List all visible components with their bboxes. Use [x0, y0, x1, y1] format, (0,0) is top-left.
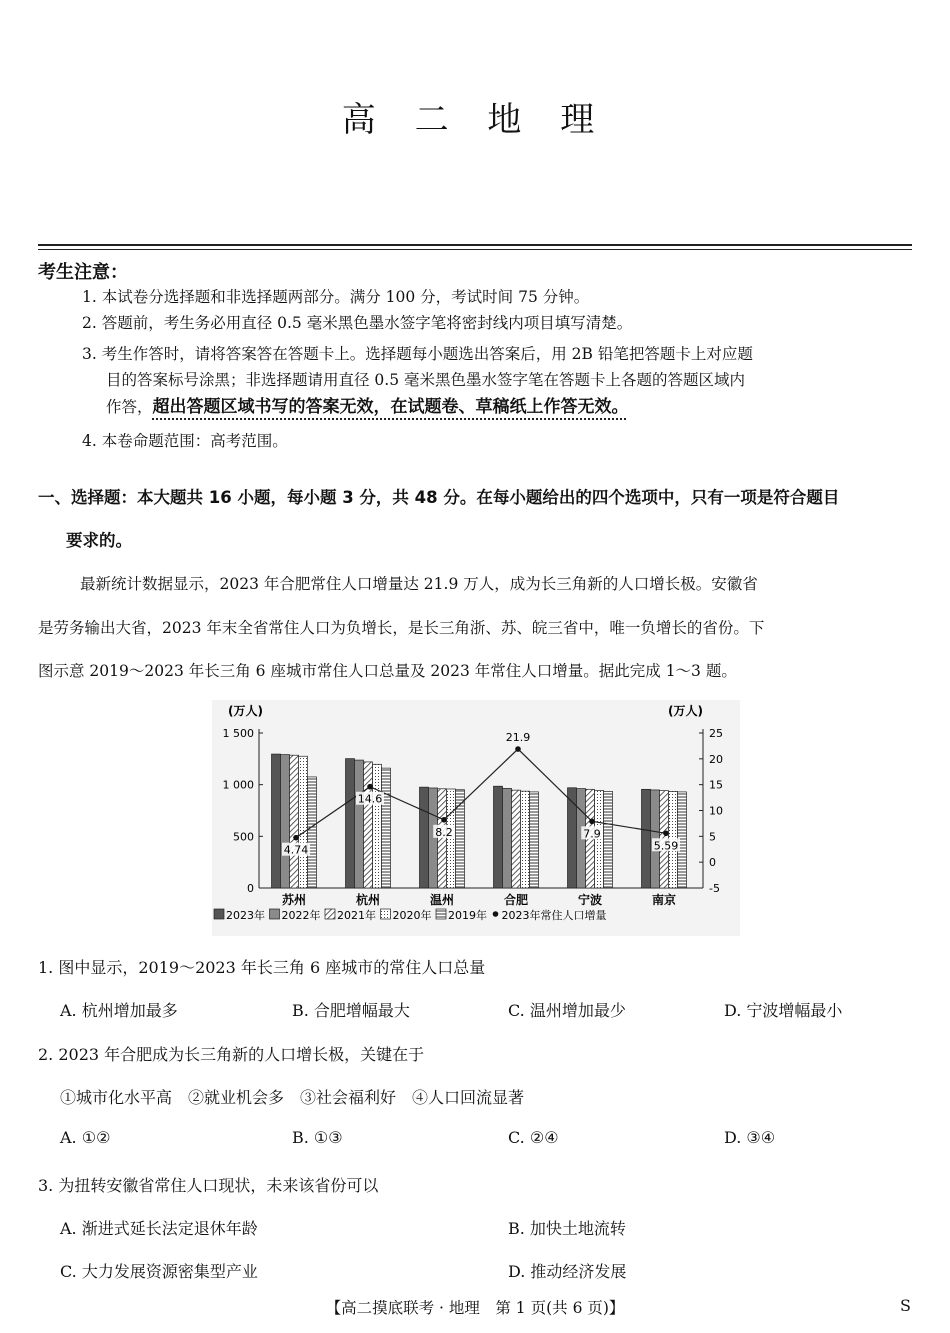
- legend-swatch: [214, 909, 224, 919]
- question-2-stem: 2. 2023 年合肥成为长三角新的人口增长极，关键在于: [38, 1045, 425, 1064]
- left-tick-label: 500: [233, 830, 254, 844]
- legend-swatch: [436, 909, 446, 919]
- increase-point: [515, 746, 521, 752]
- left-tick-label: 0: [247, 882, 254, 895]
- left-tick-label: 1 000: [222, 778, 254, 792]
- bar-2023年-南京: [642, 789, 651, 888]
- legend-label: 2021年: [337, 909, 376, 922]
- right-tick-label: 5: [709, 830, 716, 844]
- footer-mark: S: [900, 1296, 911, 1315]
- legend-label: 2019年: [448, 909, 487, 922]
- increase-label: 21.9: [505, 731, 531, 745]
- right-tick-label: -5: [709, 882, 720, 895]
- category-label: 杭州: [355, 893, 381, 907]
- bar-2019年-苏州: [308, 777, 317, 888]
- bar-2022年-苏州: [281, 755, 290, 888]
- question-1-option-c[interactable]: C. 温州增加最少: [508, 1001, 626, 1020]
- question-1-option-d[interactable]: D. 宁波增幅最小: [724, 1001, 843, 1020]
- increase-label: 8.2: [435, 825, 453, 839]
- material-line-2: 是劳务输出大省，2023 年末全省常住人口为负增长，是长三角浙、苏、皖三省中，唯一负增长的省份。下: [38, 619, 765, 637]
- increase-label: 14.6: [357, 792, 383, 806]
- increase-label: 7.9: [583, 827, 601, 841]
- header-rule: [38, 244, 912, 246]
- legend-label: 2022年: [281, 909, 321, 922]
- notice-item-1: 1. 本试卷分选择题和非选择题两部分。满分 100 分，考试时间 75 分钟。: [82, 288, 590, 306]
- question-3-option-d[interactable]: D. 推动经济发展: [508, 1262, 627, 1281]
- question-2-option-a[interactable]: A. ①②: [60, 1128, 111, 1147]
- legend-label: 2023年: [226, 909, 265, 922]
- bar-2021年-合肥: [512, 790, 521, 888]
- page-title: 高 二 地 理: [341, 100, 609, 140]
- right-tick-label: 15: [709, 778, 723, 792]
- question-1-stem: 1. 图中显示，2019～2023 年长三角 6 座城市的常住人口总量: [38, 958, 486, 977]
- bar-2023年-苏州: [272, 754, 281, 888]
- bar-2019年-宁波: [604, 791, 613, 888]
- category-label: 温州: [429, 893, 455, 907]
- increase-point: [589, 819, 595, 825]
- question-3-option-c[interactable]: C. 大力发展资源密集型产业: [60, 1262, 258, 1281]
- population-chart: [212, 700, 740, 936]
- left-tick-label: 1 500: [222, 727, 254, 740]
- question-2-option-d[interactable]: D. ③④: [724, 1128, 776, 1147]
- right-tick-label: 20: [709, 752, 723, 766]
- legend-swatch: [270, 909, 280, 919]
- bar-2021年-苏州: [290, 755, 299, 888]
- category-label: 宁波: [577, 893, 603, 907]
- question-3-option-a[interactable]: A. 渐进式延长法定退休年龄: [60, 1219, 258, 1238]
- bar-2020年-合肥: [521, 791, 530, 888]
- question-1-option-a[interactable]: A. 杭州增加最多: [60, 1001, 178, 1020]
- increase-label: 5.59: [653, 839, 679, 853]
- bar-2020年-苏州: [299, 756, 308, 888]
- notice-emphasis: 超出答题区域书写的答案无效，在试题卷、草稿纸上作答无效。: [152, 397, 629, 417]
- bar-2019年-杭州: [382, 768, 391, 888]
- bar-2020年-杭州: [373, 764, 382, 888]
- bar-2023年-温州: [420, 787, 429, 888]
- increase-point: [441, 817, 447, 823]
- question-3-option-b[interactable]: B. 加快土地流转: [508, 1219, 626, 1238]
- increase-point: [293, 835, 299, 841]
- legend-label: 2020年: [392, 909, 432, 922]
- notice-item-2: 2. 答题前，考生务必用直径 0.5 毫米黑色墨水签字笔将密封线内项目填写清楚。: [82, 314, 633, 332]
- right-axis-label: (万人): [668, 704, 703, 718]
- notice-item-3-end: [106, 394, 629, 420]
- question-3-stem: 3. 为扭转安徽省常住人口现状，未来该省份可以: [38, 1176, 379, 1195]
- notice-heading: 考生注意：: [38, 262, 128, 283]
- bar-2019年-合肥: [530, 792, 539, 888]
- material-line-3: 图示意 2019～2023 年长三角 6 座城市常住人口总量及 2023 年常住人口增量。据此完成 1～3 题。: [38, 662, 737, 680]
- question-2-option-b[interactable]: B. ①③: [292, 1128, 343, 1147]
- material-line-1: 最新统计数据显示，2023 年合肥常住人口增量达 21.9 万人，成为长三角新的人口增长极。安徽省: [80, 575, 758, 593]
- increase-point: [663, 830, 669, 836]
- bar-2023年-合肥: [494, 786, 503, 888]
- notice-item-3: 3. 考生作答时，请将答案答在答题卡上。选择题每小题选出答案后，用 2B 铅笔把答题卡上对应题: [82, 345, 753, 363]
- bar-2023年-宁波: [568, 788, 577, 888]
- bar-2022年-杭州: [355, 760, 364, 888]
- category-label: 合肥: [503, 893, 529, 907]
- page-footer: 【高二摸底联考 · 地理 第 1 页(共 6 页)】: [325, 1299, 625, 1317]
- bar-2021年-杭州: [364, 762, 373, 888]
- section-heading: 一、选择题：本大题共 16 小题，每小题 3 分，共 48 分。在每小题给出的四个选项中，只有一项是符合题目: [38, 488, 840, 507]
- notice-item-3-prefix: 作答，: [106, 398, 153, 416]
- right-tick-label: 0: [709, 856, 716, 870]
- notice-item-3-cont: 目的答案标号涂黑；非选择题请用直径 0.5 毫米黑色墨水签字笔在答题卡上各题的答题区域内: [106, 371, 746, 389]
- section-heading-cont: 要求的。: [66, 531, 132, 550]
- legend-swatch: [381, 909, 391, 919]
- notice-item-4: 4. 本卷命题范围：高考范围。: [82, 432, 288, 450]
- header-rule-thin: [38, 249, 912, 250]
- bar-2022年-合肥: [503, 788, 512, 888]
- legend-label: 2023年常住人口增量: [501, 909, 607, 922]
- bar-2023年-杭州: [346, 759, 355, 888]
- legend-dot: [493, 911, 499, 917]
- increase-label: 4.74: [283, 843, 309, 857]
- left-axis-label: (万人): [228, 704, 263, 718]
- question-2-statements: ①城市化水平高 ②就业机会多 ③社会福利好 ④人口回流显著: [60, 1088, 525, 1107]
- right-tick-label: 10: [709, 804, 723, 818]
- legend-swatch: [325, 909, 335, 919]
- increase-point: [367, 784, 373, 790]
- right-tick-label: 25: [709, 727, 723, 740]
- question-1-option-b[interactable]: B. 合肥增幅最大: [292, 1001, 410, 1020]
- category-label: 苏州: [281, 893, 307, 907]
- category-label: 南京: [651, 893, 677, 907]
- question-2-option-c[interactable]: C. ②④: [508, 1128, 559, 1147]
